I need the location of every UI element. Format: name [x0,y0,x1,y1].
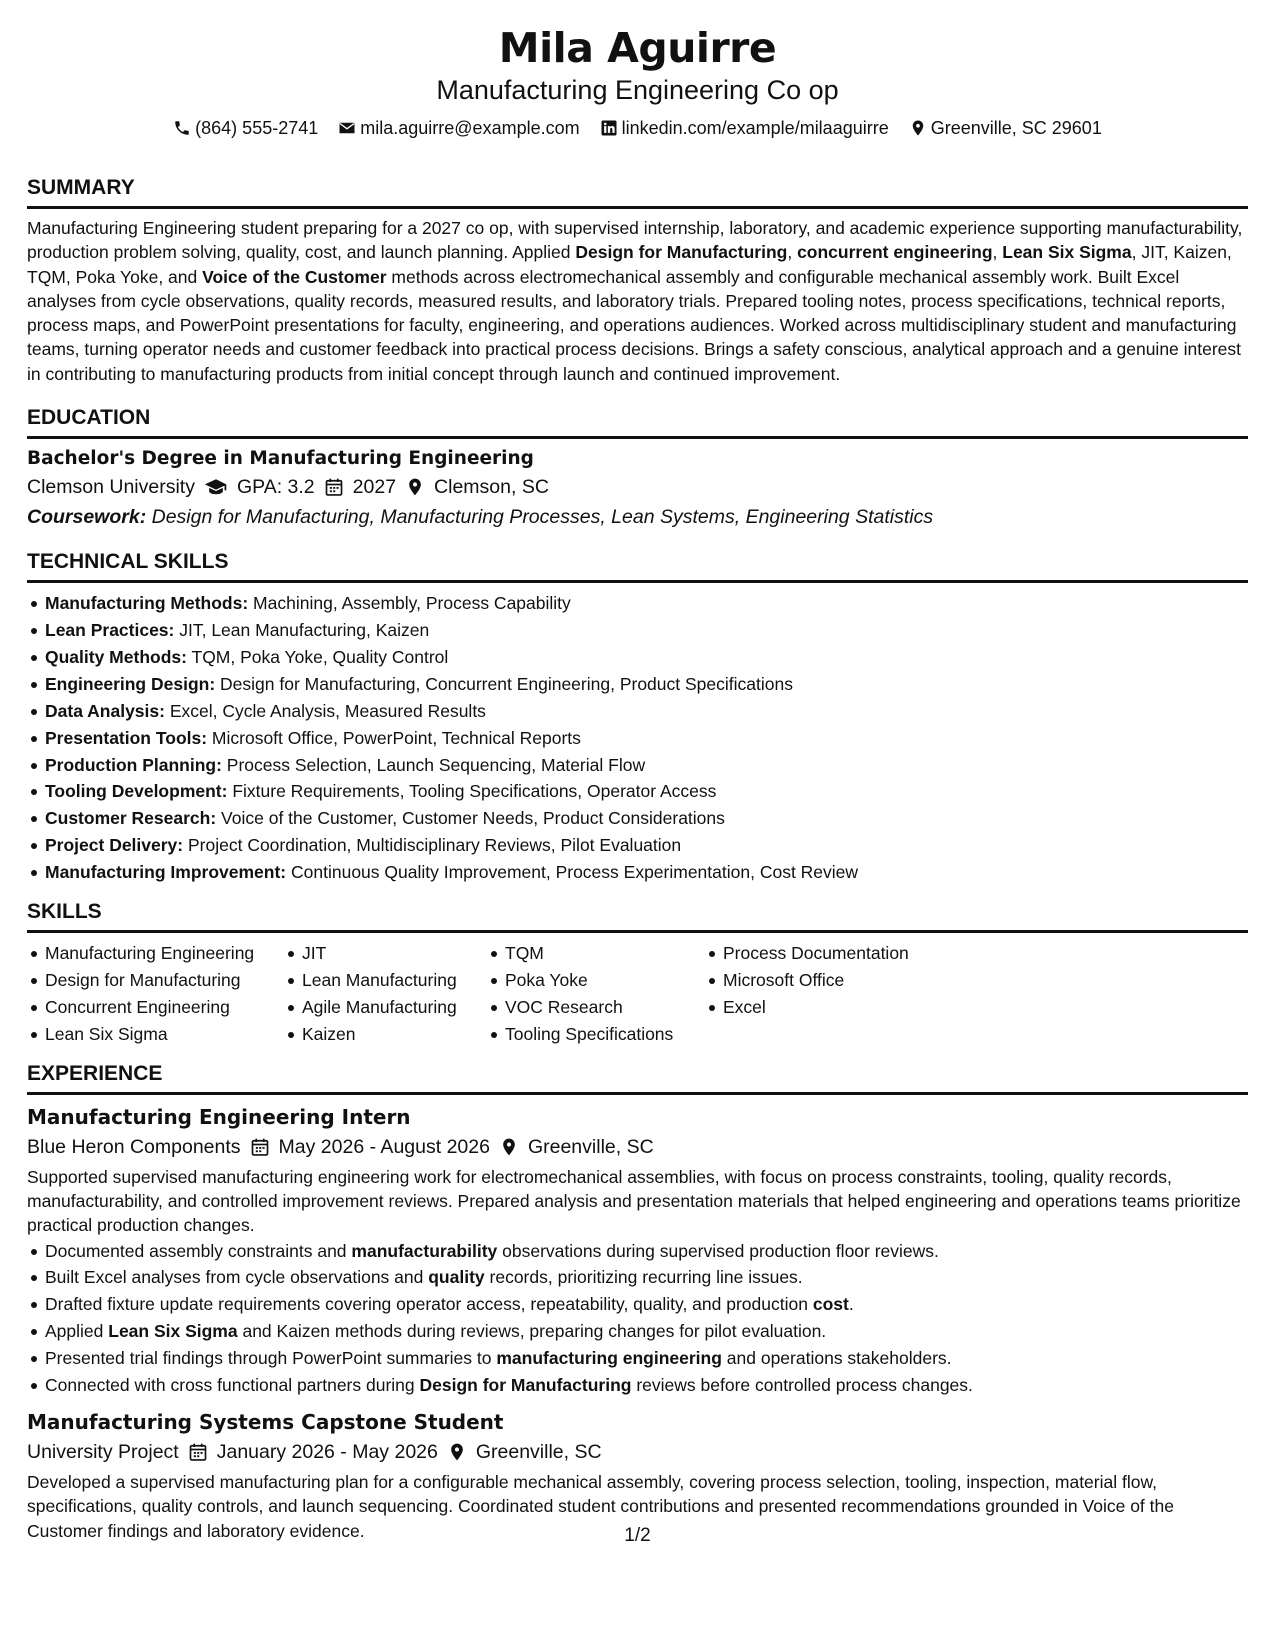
text-segment: methods across electromechanical assembly and configurable mechanical assembly work. Built Excel analyses from cycle observations, quality records, measured results, and laboratory trials. Prepared tooling notes, process specifications, technical reports, process maps, and PowerPoint presentations for faculty, engineering, and operations audiences. Worked across multidisciplinary student and manufacturing teams, turning operator needs and customer feedback into practical process decisions. Brings a safety conscious, analytical approach and a genuine interest in contributing to manufacturing products from initial concept through launch and continued improvement. [27,266,1242,384]
section-heading-experience: EXPERIENCE [27,1060,1248,1095]
skills-column [705,940,945,1048]
text-segment: . [848,1294,854,1315]
map-pin-icon [405,477,425,497]
technical-skill-item [27,590,1248,617]
emphasis-text: Design for Manufacturing [575,242,788,263]
skill-category-label: Manufacturing Improvement: [45,862,287,883]
skill-category-label: Tooling Development: [45,781,228,802]
section-heading-technical-skills: TECHNICAL SKILLS [27,548,1248,583]
job-title: Manufacturing Engineering Intern [27,1104,411,1129]
job-bullet-item [27,1372,1248,1399]
technical-skill-item [27,805,1248,832]
technical-skill-item [27,644,1248,671]
job-bullet-item [27,1238,1248,1265]
technical-skill-item [27,698,1248,725]
technical-skill-item [27,778,1248,805]
job-meta [27,1132,1248,1162]
job-description: Supported supervised manufacturing engineering work for electromechanical assemblies, with focus on process constraints, tooling, quality records, manufacturability, and controlled improvement reviews. Prepared analysis and presentation materials that helped engineering and operations teams prioritize practical production changes. [27,1166,1241,1236]
skills-section [27,898,1248,1048]
job-location: Greenville, SC [527,1135,654,1158]
emphasis-text: Voice of the Customer [202,266,387,287]
skill-category-values: Fixture Requirements, Tooling Specifications, Operator Access [227,781,717,802]
job-bullet-item [27,1264,1248,1291]
skill-item: Process Documentation [705,940,945,967]
education-section [27,404,1248,532]
skill-category-values: Excel, Cycle Analysis, Measured Results [164,700,486,721]
skill-category-values: Project Coordination, Multidisciplinary Reviews, Pilot Evaluation [183,835,682,856]
job-dates: January 2026 - May 2026 [216,1441,438,1463]
skills-column [487,940,705,1048]
contact-linkedin[interactable] [600,116,889,140]
contact-info [27,116,1248,140]
experience-list [27,1102,1248,1543]
technical-skill-item [27,832,1248,859]
technical-skills-list [27,590,1248,886]
skill-item: JIT [284,940,487,967]
text-segment: records, prioritizing recurring line issues. [484,1267,803,1288]
job-bullet-item [27,1318,1248,1345]
skill-item: Agile Manufacturing [284,994,487,1021]
job-meta [27,1437,1248,1467]
skill-item: Tooling Specifications [487,1021,705,1048]
job-title: Manufacturing Systems Capstone Student [27,1410,504,1434]
text-segment: Documented assembly constraints and [45,1240,352,1261]
skill-category-label: Customer Research: [45,808,217,829]
calendar-icon [188,1442,208,1462]
contact-location [909,116,1102,140]
skill-category-label: Manufacturing Methods: [45,593,249,614]
skill-category-values: Design for Manufacturing, Concurrent Engineering, Product Specifications [215,673,793,694]
skill-category-label: Production Planning: [45,754,222,775]
emphasis-text: Lean Six Sigma [1002,242,1132,263]
skill-category-label: Project Delivery: [45,835,184,856]
skill-item: Excel [705,994,945,1021]
map-pin-icon [499,1137,519,1157]
skill-category-values: Voice of the Customer, Customer Needs, Product Considerations [216,808,725,829]
text-segment: observations during supervised production floor reviews. [497,1240,939,1261]
email-text: mila.aguirre@example.com [360,118,580,138]
text-segment: , [992,242,1003,263]
text-segment: , [787,242,798,263]
technical-skill-item [27,752,1248,779]
technical-skill-item [27,671,1248,698]
experience-entry [27,1102,1248,1399]
skills-column [27,940,284,1048]
job-organization: Blue Heron Components [27,1135,241,1158]
summary-section [27,174,1248,386]
location-text: Greenville, SC 29601 [930,118,1102,138]
skill-category-label: Engineering Design: [45,673,216,694]
skill-item: Kaizen [284,1021,487,1048]
experience-entry [27,1407,1248,1543]
text-segment: Built Excel analyses from cycle observations and [45,1267,429,1288]
technical-skill-item [27,617,1248,644]
graduation-cap-icon [204,477,228,497]
skill-item: Concurrent Engineering [27,994,284,1021]
skill-item: Lean Six Sigma [27,1021,284,1048]
skill-item: Poka Yoke [487,967,705,994]
skill-category-values: Machining, Assembly, Process Capability [248,593,571,614]
skill-category-values: Process Selection, Launch Sequencing, Material Flow [221,754,646,775]
skill-category-values: TQM, Poka Yoke, Quality Control [186,646,449,667]
skill-category-label: Presentation Tools: [45,727,208,748]
phone-icon [173,119,191,137]
candidate-headline: Manufacturing Engineering Co op [436,75,839,105]
calendar-icon [324,477,344,497]
graduation-year: 2027 [352,476,397,499]
section-heading-skills: SKILLS [27,898,1248,933]
summary-text [27,216,1248,386]
job-organization: University Project [27,1441,179,1463]
skill-category-label: Quality Methods: [45,646,187,667]
job-location: Greenville, SC [475,1441,602,1463]
job-description: Developed a supervised manufacturing plan for a configurable mechanical assembly, covering process selection, tooling, inspection, material flow, specifications, quality controls, and launch sequencing. Coordinated student contributions and presented recommendations grounded in Voice of the Customer findings and laboratory evidence. [27,1472,1174,1541]
skill-item: Manufacturing Engineering [27,940,284,967]
text-segment: Connected with cross functional partners during [45,1375,420,1396]
section-heading-summary: SUMMARY [27,174,1248,209]
skill-item: VOC Research [487,994,705,1021]
emphasis-text: Lean Six Sigma [108,1321,238,1342]
text-segment: Presented trial findings through PowerPoint summaries to [45,1348,497,1369]
coursework-line [27,502,1248,532]
skill-category-label: Lean Practices: [45,619,175,640]
phone-text: (864) 555-2741 [195,118,319,138]
skill-category-values: Microsoft Office, PowerPoint, Technical Reports [207,727,581,748]
text-segment: and Kaizen methods during reviews, preparing changes for pilot evaluation. [237,1321,827,1342]
text-segment: and operations stakeholders. [721,1348,952,1369]
skill-category-values: Continuous Quality Improvement, Process Experimentation, Cost Review [286,862,859,883]
job-bullet-item [27,1291,1248,1318]
linkedin-icon [600,119,618,137]
job-bullets [27,1238,1248,1399]
technical-skill-item [27,859,1248,886]
skill-item: Design for Manufacturing [27,967,284,994]
contact-phone[interactable] [173,116,318,140]
text-segment: , JIT, Kaizen, TQM, Poka Yoke, and [27,242,1232,287]
contact-email[interactable] [338,116,579,140]
envelope-icon [338,119,356,137]
candidate-name: Mila Aguirre [498,24,777,72]
emphasis-text: quality [428,1267,485,1288]
coursework-list: Design for Manufacturing, Manufacturing Processes, Lean Systems, Engineering Statistics [151,506,934,529]
text-segment: reviews before controlled process changes. [631,1375,973,1396]
page-number: 1/2 [624,1525,651,1546]
emphasis-text: manufacturing engineering [496,1348,722,1369]
skills-column [284,940,487,1048]
emphasis-text: concurrent engineering [797,242,993,263]
section-heading-education: EDUCATION [27,404,1248,439]
skill-category-label: Data Analysis: [45,700,165,721]
job-dates: May 2026 - August 2026 [278,1135,490,1158]
resume-header [27,22,1248,140]
coursework-label: Coursework: [27,506,147,529]
text-segment: Applied [45,1321,109,1342]
emphasis-text: manufacturability [351,1240,498,1261]
linkedin-text: linkedin.com/example/milaaguirre [621,118,889,138]
skill-item: Microsoft Office [705,967,945,994]
skill-item: Lean Manufacturing [284,967,487,994]
job-bullet-item [27,1345,1248,1372]
skill-item: TQM [487,940,705,967]
education-meta [27,472,1248,502]
technical-skills-section [27,548,1248,886]
school-name: Clemson University [27,476,195,499]
skills-grid [27,940,1248,1048]
text-segment: Manufacturing Engineering student preparing for a 2027 co op, with supervised internship, laboratory, and academic experience supporting manufacturability, production problem solving, quality, cost, and launch planning. Applied [27,218,1243,263]
skill-category-values: JIT, Lean Manufacturing, Kaizen [174,619,430,640]
emphasis-text: Design for Manufacturing [419,1375,632,1396]
school-location: Clemson, SC [434,476,549,499]
text-segment: Drafted fixture update requirements covering operator access, repeatability, quality, and production [45,1294,813,1315]
map-pin-icon [447,1442,467,1462]
experience-section [27,1060,1248,1543]
gpa-text: GPA: 3.2 [236,476,315,499]
calendar-icon [250,1137,270,1157]
technical-skill-item [27,725,1248,752]
map-pin-icon [909,119,927,137]
emphasis-text: cost [812,1294,849,1315]
degree-title: Bachelor's Degree in Manufacturing Engineering [27,448,534,470]
